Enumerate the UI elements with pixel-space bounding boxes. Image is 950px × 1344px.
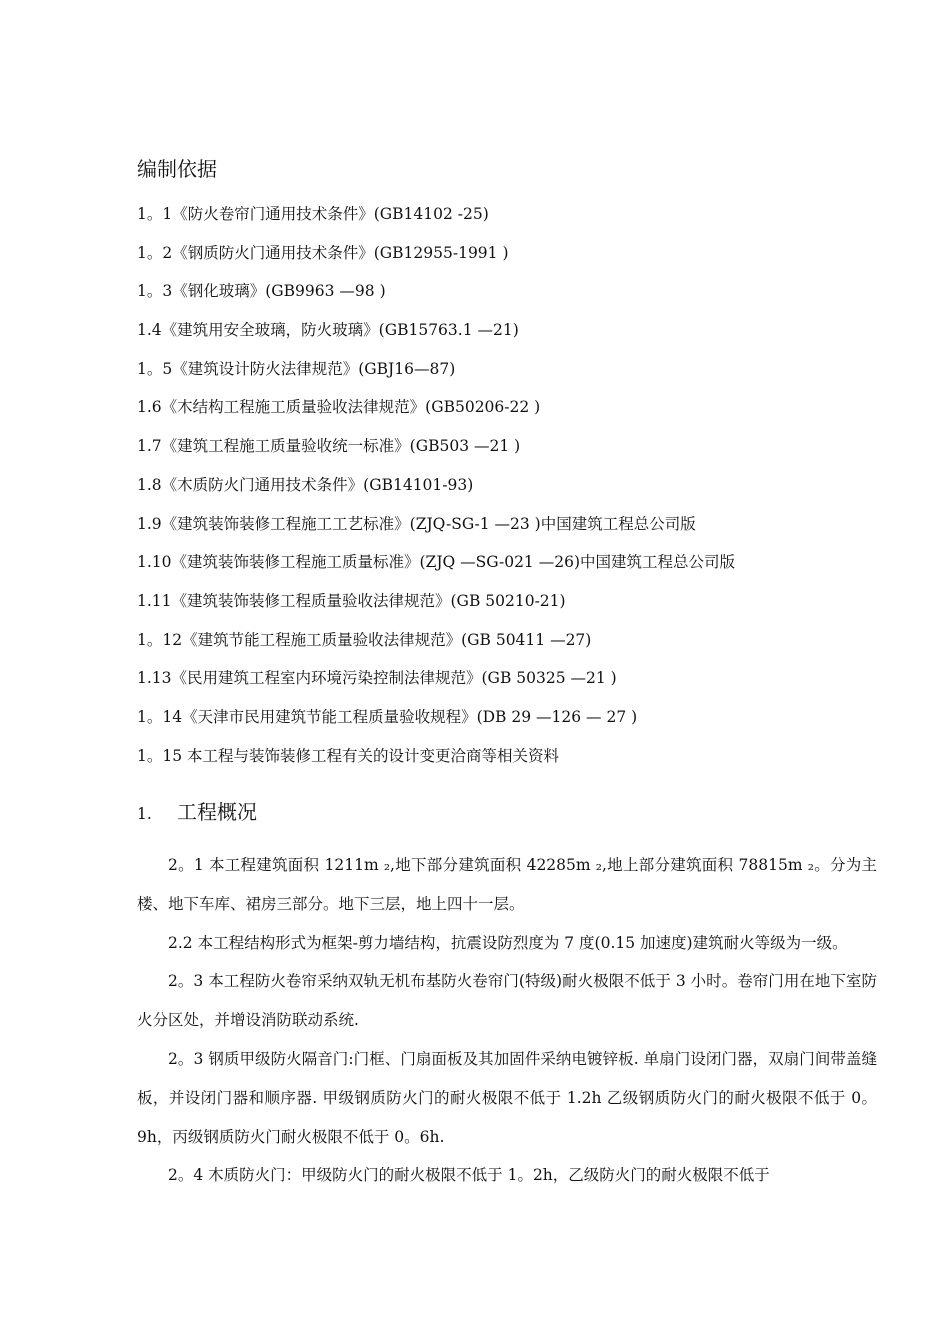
paragraph: 2.2 本工程结构形式为框架-剪力墙结构，抗震设防烈度为 7 度(0.15 加速度)建筑耐火等级为一级。 [168,933,848,952]
section-heading-overview [137,798,257,828]
paragraph: 2。3 钢质甲级防火隔音门:门框、门扇面板及其加固件采纳电镀锌板. 单扇门设闭门器，双扇门间带盖缝板，并设闭门器和顺序器. 甲级钢质防火门的耐火极限不低于 1.2h 乙级钢质防火门的耐火极限不低于 0。9h，丙级钢质防火门耐火极限不低于 0。6h. [137,1049,877,1146]
reference-item: 1.7《建筑工程施工质量验收统一标准》(GB503 —21 ) [137,437,521,456]
reference-item: 1。15 本工程与装饰装修工程有关的设计变更洽商等相关资料 [137,746,560,765]
reference-item: 1。12《建筑节能工程施工质量验收法律规范》(GB 50411 —27) [137,630,592,649]
reference-item: 1.6《木结构工程施工质量验收法律规范》(GB50206-22 ) [137,398,541,417]
reference-item: 1。5《建筑设计防火法律规范》(GBJ16—87) [137,359,456,378]
reference-item: 1.4《建筑用安全玻璃，防火玻璃》(GB15763.1 —21) [137,321,519,340]
section-number: 1. [137,805,152,823]
reference-item: 1.11《建筑装饰装修工程质量验收法律规范》(GB 50210-21) [137,591,566,610]
paragraph: 2。3 本工程防火卷帘采纳双轨无机布基防火卷帘门(特级)耐火极限不低于 3 小时。卷帘门用在地下室防火分区处，并增设消防联动系统. [137,972,877,1030]
reference-list [137,200,735,780]
paragraph: 2。1 本工程建筑面积 1211m ₂,地下部分建筑面积 42285m ₂,地上部分建筑面积 78815m ₂。分为主楼、地下车库、裙房三部分。地下三层，地上四十一层。 [137,856,877,913]
reference-item: 1.9《建筑装饰装修工程施工工艺标准》(ZJQ-SG-1 —23 )中国建筑工程总公司版 [137,514,696,533]
overview-body [137,846,877,1195]
reference-item: 1.8《木质防火门通用技术条件》(GB14101-93) [137,475,474,494]
reference-item: 1.10《建筑装饰装修工程施工质量标准》(ZJQ —SG-021 —26)中国建筑工程总公司版 [137,553,735,572]
reference-item: 1.13《民用建筑工程室内环境污染控制法律规范》(GB 50325 —21 ) [137,669,617,688]
reference-item: 1。2《钢质防火门通用技术条件》(GB12955-1991 ) [137,243,509,262]
section-heading-basis: 编制依据 [137,157,217,181]
paragraph: 2。4 木质防火门：甲级防火门的耐火极限不低于 1。2h，乙级防火门的耐火极限不低于 [168,1166,770,1185]
section-title: 工程概况 [177,800,257,824]
reference-item: 1。14《天津市民用建筑节能工程质量验收规程》(DB 29 —126 — 27 ) [137,707,638,726]
reference-item: 1。3《钢化玻璃》(GB9963 —98 ) [137,282,386,301]
reference-item: 1。1《防火卷帘门通用技术条件》(GB14102 -25) [137,205,489,223]
